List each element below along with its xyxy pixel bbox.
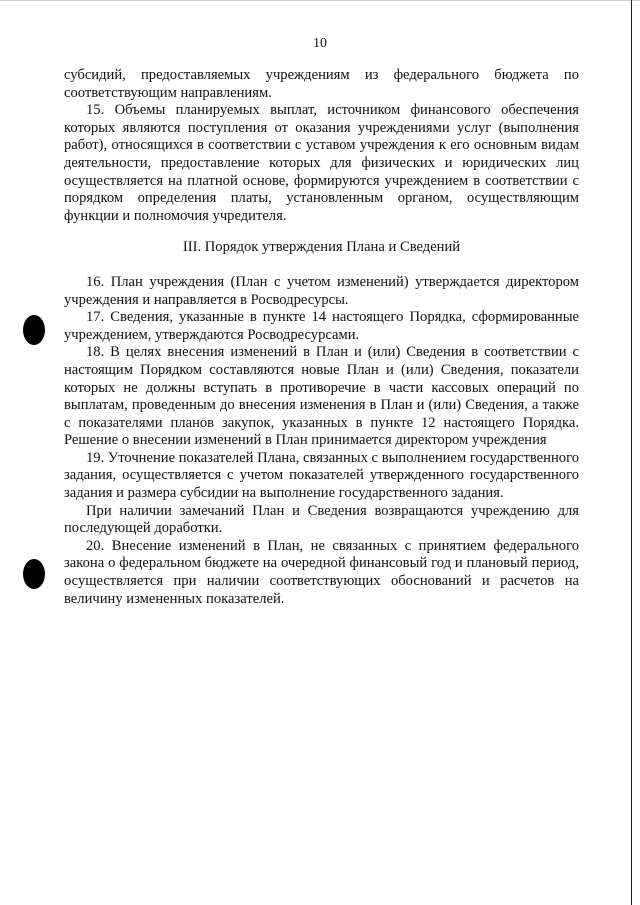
page-top-edge [0, 0, 640, 1]
punch-hole-bottom [23, 559, 45, 589]
paragraph-15: 15. Объемы планируемых выплат, источником финансового обеспечения которых являются поступления от оказания учреждениями услуг (выполнения работ), относящихся в соответствии с уставом учреждения к его основным видам деятельности, предоставление которых для физических и юридических лиц осуществляется на платной основе, формируются учреждением в соответствии с порядком определения платы, установленным органом, осуществляющим функции и полномочия учредителя. [64, 102, 579, 224]
paragraph-20: 20. Внесение изменений в План, не связанных с принятием федерального закона о федеральном бюджете на очередной финансовый год и плановый период, осуществляется при наличии соответствующих обоснований и расчетов на величину измененных показателей. [64, 537, 579, 607]
paragraph-18: 18. В целях внесения изменений в План и (или) Сведения в соответствии с настоящим Порядком составляются новые План и (или) Сведения, показатели которых не должны вступать в противоречие в части кассовых операций по выплатам, проведенным до внесения изменения в План и (или) Сведения, а также с показателями планов закупок, указанных в пункте 12 настоящего Порядка. Решение о внесении изменений в План принимается директором учреждения [64, 344, 579, 449]
section-heading: III. Порядок утверждения Плана и Сведений [182, 239, 461, 256]
paragraph-continuation: субсидий, предоставляемых учреждениям из федерального бюджета по соответствующим направлениям. [64, 67, 579, 101]
paragraph-16: 16. План учреждения (План с учетом изменений) утверждается директором учреждения и направляется в Росводресурсы. [64, 273, 579, 308]
paragraph-17: 17. Сведения, указанные в пункте 14 настоящего Порядка, сформированные учреждением, утверждаются Росводресурсами. [64, 309, 579, 343]
document-body [64, 67, 579, 608]
paragraph-19: 19. Уточнение показателей Плана, связанных с выполнением государственного задания, осуществляется с учетом показателей утвержденного государственного задания и размера субсидии на выполнение государственного задания. [64, 449, 579, 502]
punch-hole-top [23, 315, 45, 345]
page-right-edge [631, 0, 632, 905]
page-number: 10 [313, 36, 327, 51]
paragraph-remarks: При наличии замечаний План и Сведения возвращаются учреждению для последующей доработки. [64, 502, 579, 537]
